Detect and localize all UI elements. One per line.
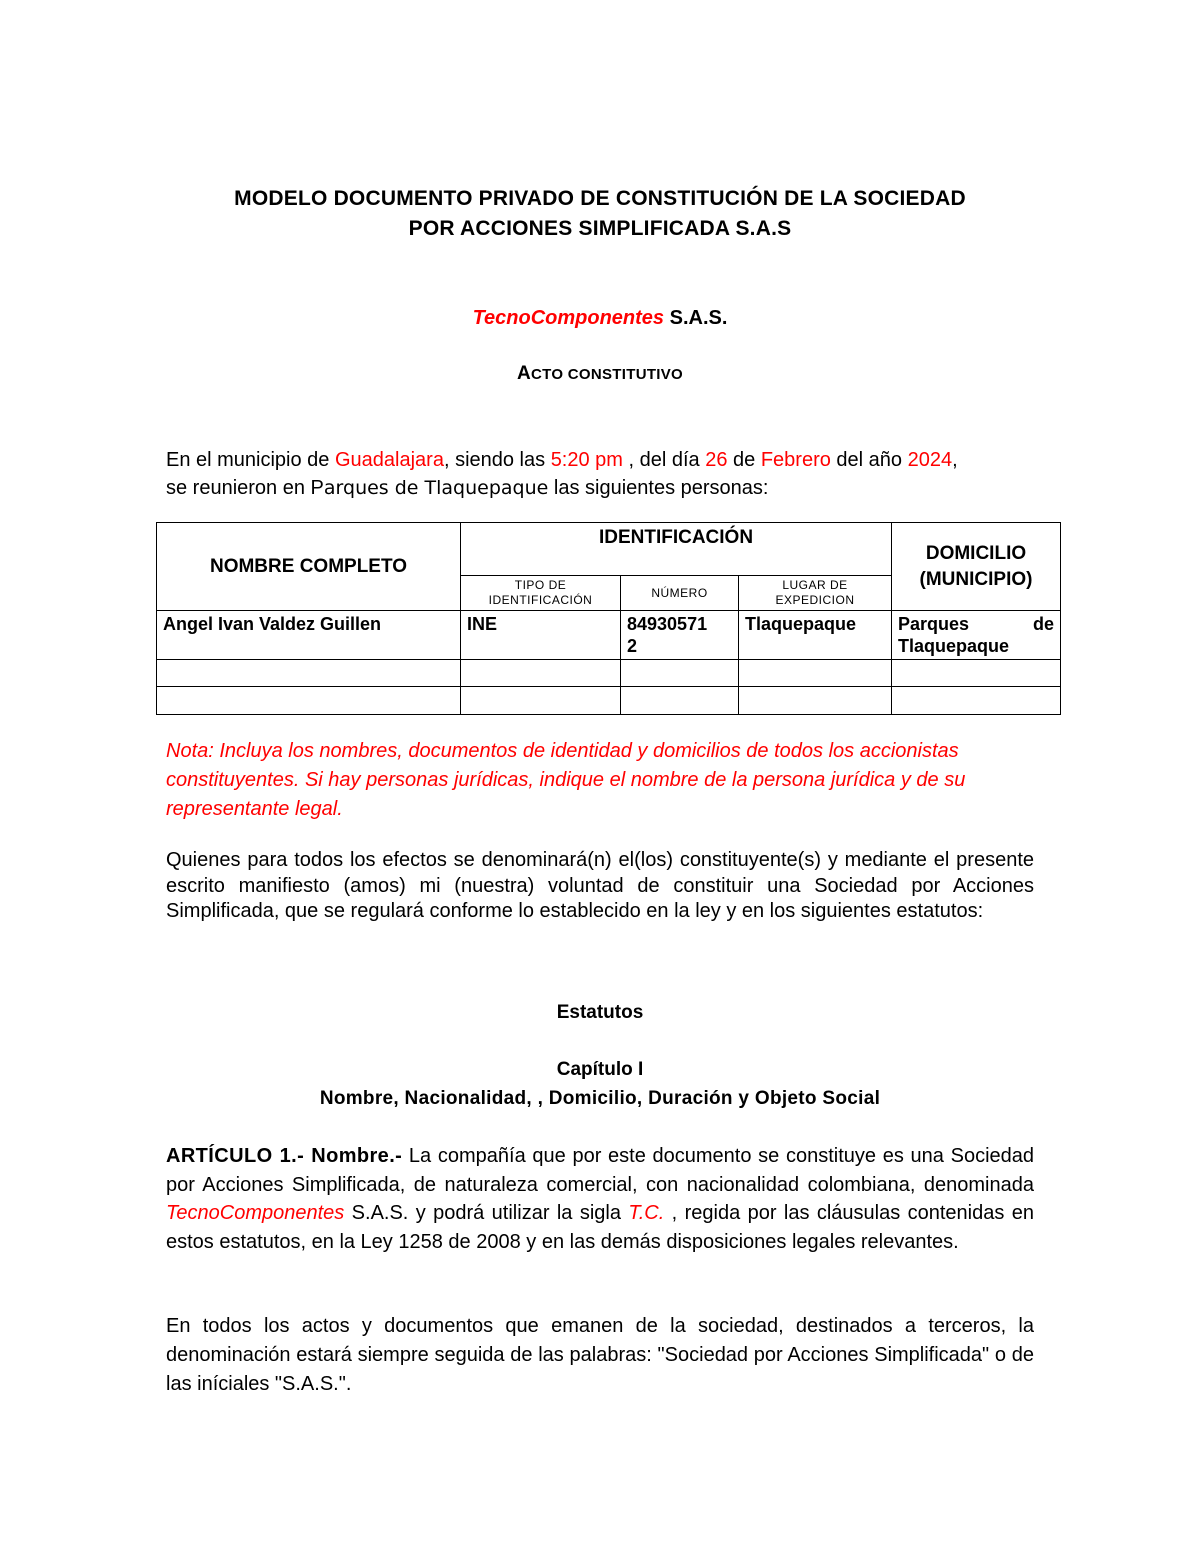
intro-paragraph: En el municipio de Guadalajara, siendo las 5:20 pm , del día 26 de Febrero del año 2024, se reunieron en Parques de Tlaquepaque las siguientes personas: (166, 449, 958, 499)
header-nombre: NOMBRE COMPLETO (157, 523, 461, 611)
note-paragraph: Nota: Incluya los nombres, documentos de identidad y domicilios de todos los accionistas constituyentes. Si hay personas jurídicas, indique el nombre de la persona jurídica y de su representante legal. (166, 740, 966, 820)
table-row (157, 611, 1061, 660)
company-suffix: S.A.S. (664, 307, 728, 329)
denominacion-paragraph: En todos los actos y documentos que emanen de la sociedad, destinados a terceros, la denominación estará siempre seguida de las palabras: "Sociedad por Acciones Simplificada" o de las iníciales "S.A.S.". (166, 1315, 1034, 1395)
cell-domicilio: Parques de Tlaquepaque (892, 611, 1061, 660)
document-title (0, 184, 1200, 244)
table-row (157, 687, 1061, 715)
title-line-2: POR ACCIONES SIMPLIFICADA S.A.S (408, 217, 792, 240)
cell-tipo: INE (461, 611, 621, 660)
city-value: Guadalajara (334, 449, 444, 471)
chapter-subtitle: Nombre, Nacionalidad, , Domicilio, Duración y Objeto Social (319, 1088, 881, 1109)
header-numero: NÚMERO (621, 576, 739, 611)
day-value: 26 (705, 449, 728, 471)
article-company-name: TecnoComponentes (166, 1202, 345, 1224)
shareholders-table (156, 522, 1061, 715)
meeting-place: arques de Tlaquepaque (323, 477, 549, 499)
article-1-label: ARTÍCULO 1.- Nombre.- (166, 1145, 403, 1167)
company-name-red: TecnoComponentes (472, 307, 665, 329)
acto-constitutivo-heading: ACTO CONSTITUTIVO (516, 363, 684, 384)
company-name (0, 304, 1200, 332)
constituyentes-paragraph: Quienes para todos los efectos se denominará(n) el(los) constituyente(s) y mediante el presente escrito manifiesto (amos) mi (nuestra) voluntad de constituir una Sociedad por Acciones Simplificada, que se regulará conforme lo establecido en la ley y en los siguientes estatutos: (166, 849, 1034, 922)
header-identificacion: IDENTIFICACIÓN (461, 523, 892, 576)
year-value: 2024 (907, 449, 953, 471)
article-1-paragraph: ARTÍCULO 1.- Nombre.- La compañía que por este documento se constituye es una Sociedad por Acciones Simplificada, de naturaleza comercial, con nacionalidad colombiana, denominada TecnoComponentes S.A.S. y podrá utilizar la sigla T.C. , regida por las cláusulas contenidas en estos estatutos, en la Ley 1258 de 2008 y en las demás disposiciones legales relevantes. (166, 1145, 1034, 1253)
header-domicilio: DOMICILIO (MUNICIPIO) (892, 523, 1061, 611)
cell-lugar: Tlaquepaque (739, 611, 892, 660)
cell-nombre: Angel Ivan Valdez Guillen (157, 611, 461, 660)
header-lugar: LUGAR DE EXPEDICION (739, 576, 892, 611)
table-row (157, 660, 1061, 687)
article-sigla: T.C. (628, 1202, 665, 1224)
header-tipo: TIPO DE IDENTIFICACIÓN (461, 576, 621, 611)
estatutos-heading: Estatutos (556, 1002, 644, 1023)
time-value: 5:20 pm (550, 449, 629, 471)
chapter-title: Capítulo I (556, 1059, 644, 1080)
cell-numero: 84930571 2 (621, 611, 739, 660)
month-value: Febrero (760, 449, 831, 471)
title-line-1: MODELO DOCUMENTO PRIVADO DE CONSTITUCIÓN DE LA SOCIEDAD (234, 187, 966, 210)
